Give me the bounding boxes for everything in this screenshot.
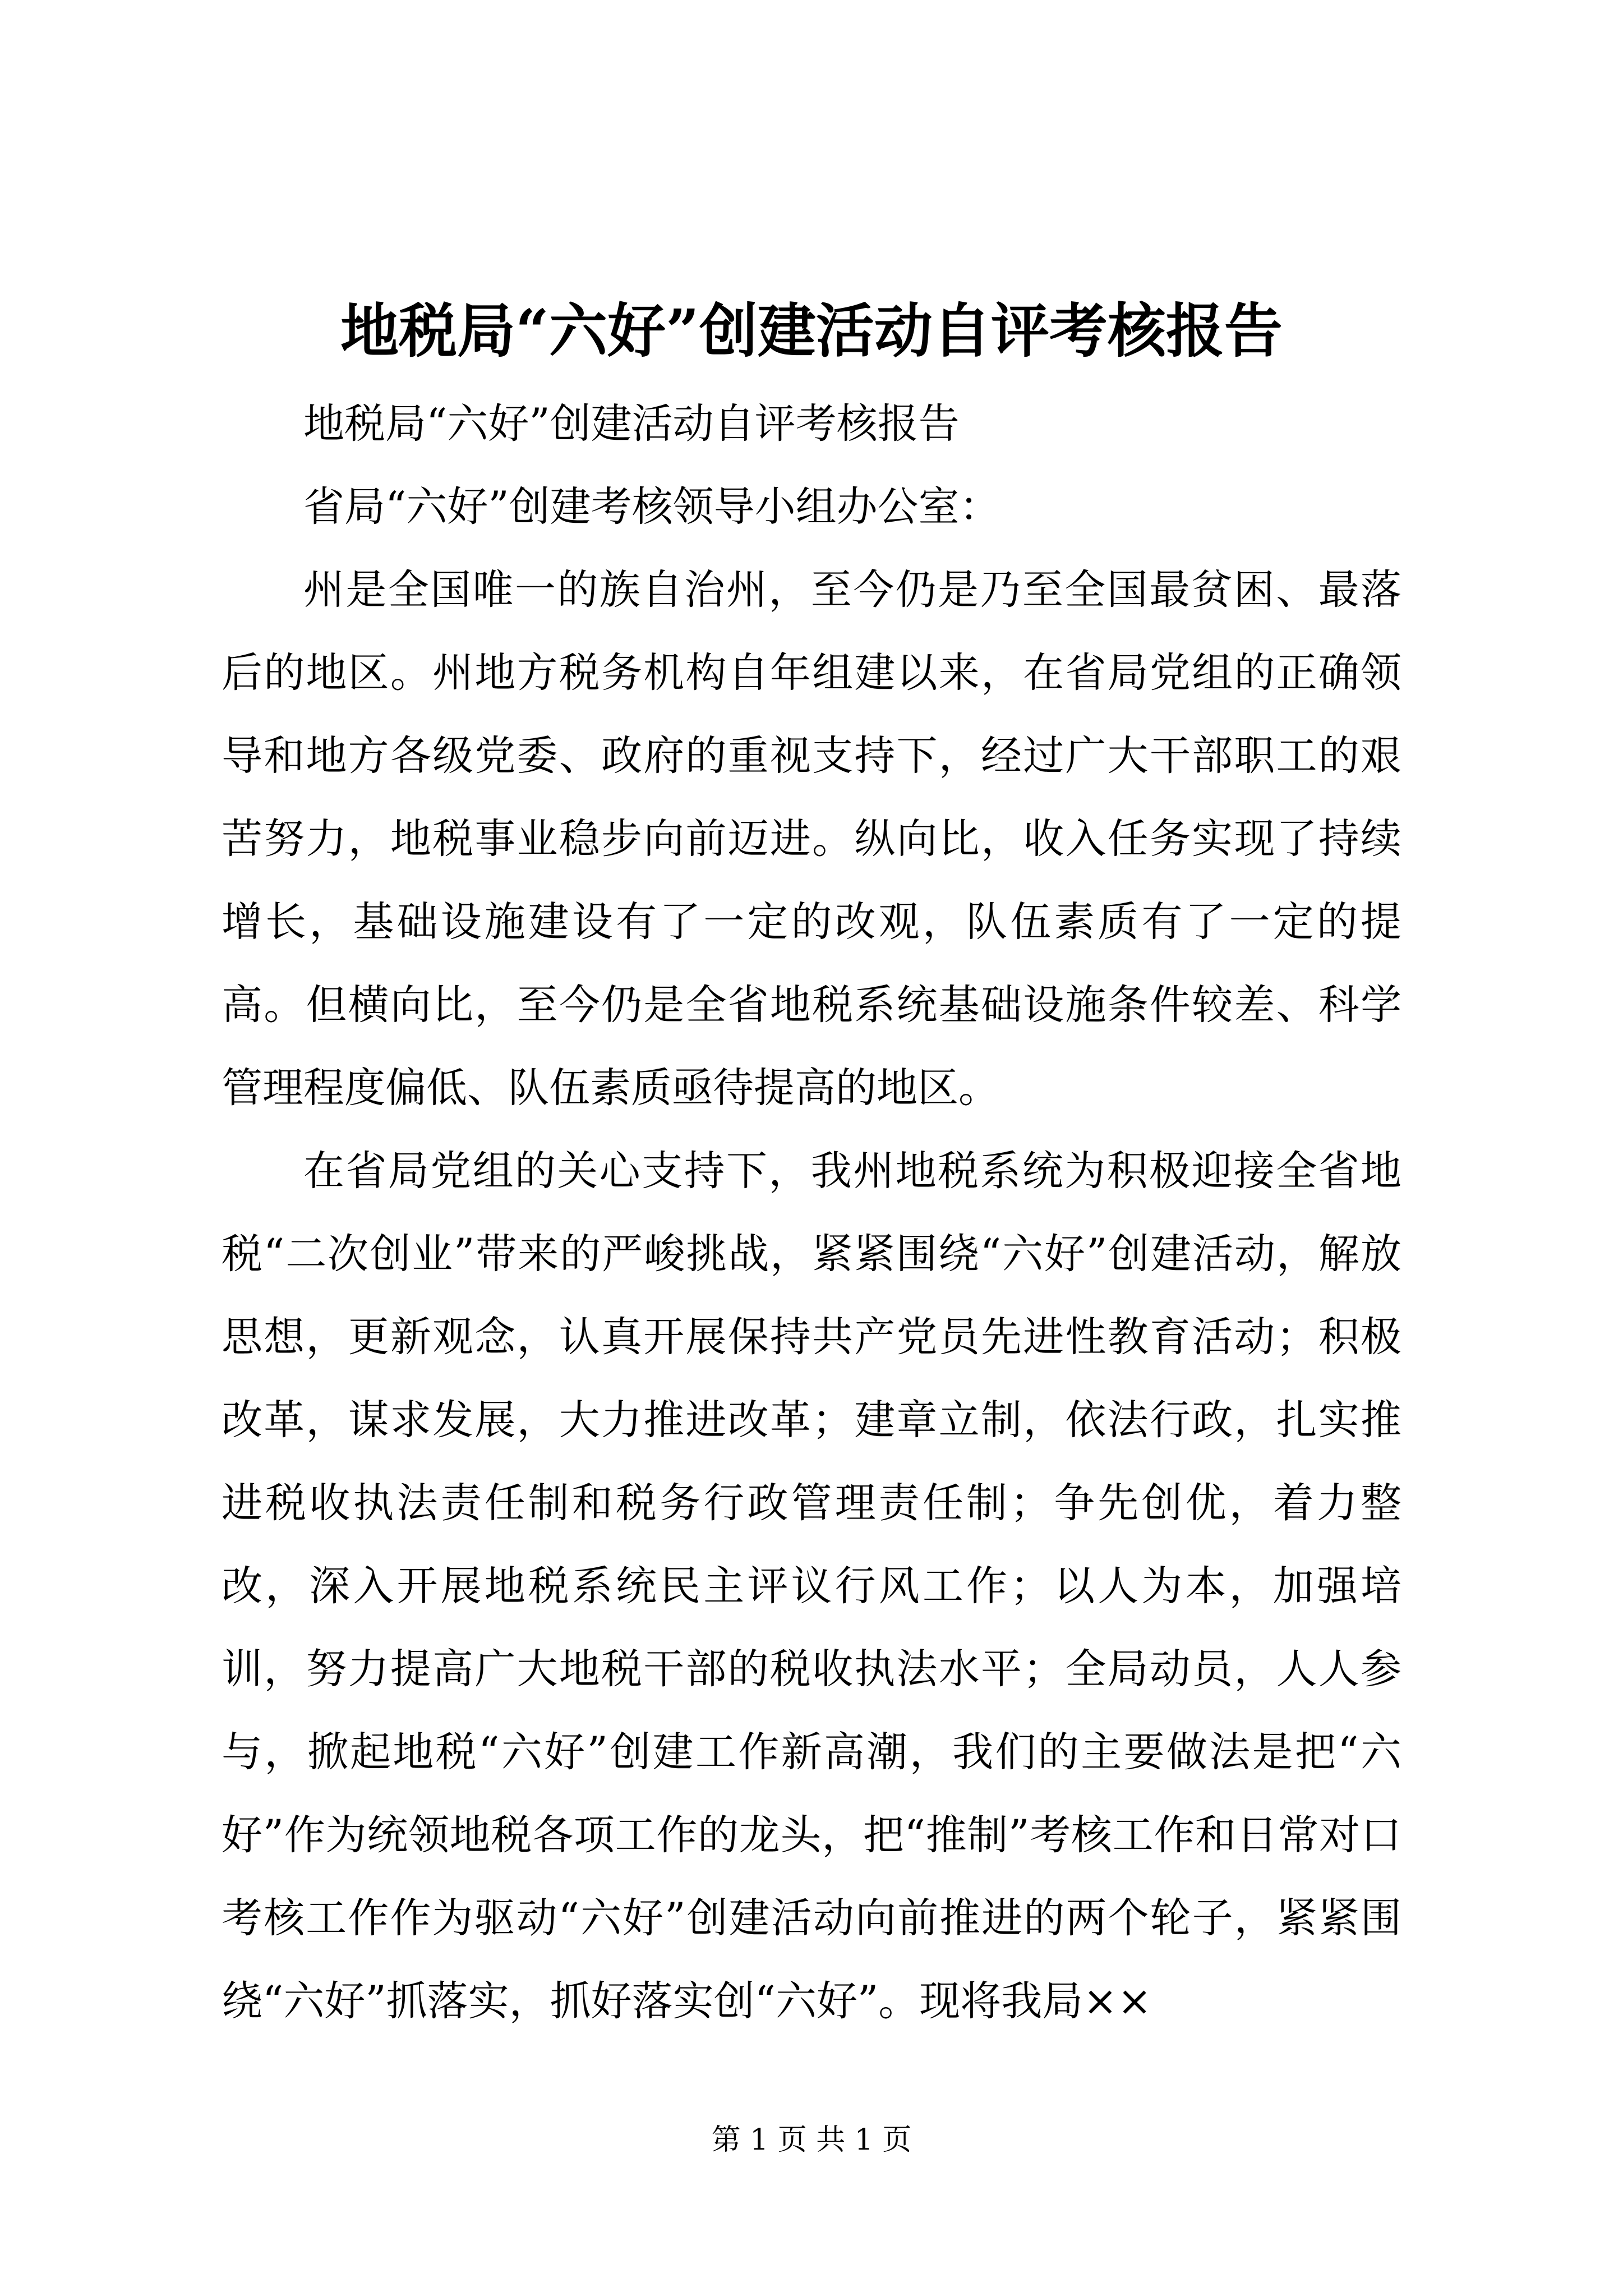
paragraph-subtitle: 地税局“六好”创建活动自评考核报告	[303, 400, 960, 448]
paragraph-background: 州是全国唯一的族自治州，至今仍是乃至全国最贫困、最落后的地区。州地方税务机构自年组建以来，在省局党组的正确领导和地方各级党委、政府的重视支持下，经过广大干部职工的艰苦努力，地税事业稳步向前迈进。纵向比，收入任务实现了持续增长，基础设施建设有了一定的改观，队伍素质有了一定的提高。但横向比，至今仍是全省地税系统基础设施条件较差、科学管理程度偏低、队伍素质亟待提高的地区。	[222, 566, 1401, 1112]
paragraph-measures: 在省局党组的关心支持下，我州地税系统为积极迎接全省地税“二次创业”带来的严峻挑战，紧紧围绕“六好”创建活动，解放思想，更新观念，认真开展保持共产党员先进性教育活动；积极改革，谋求发展，大力推进改革；建章立制，依法行政，扎实推进税收执法责任制和税务行政管理责任制；争先创优，着力整改，深入开展地税系统民主评议行风工作；以人为本，加强培训，努力提高广大地税干部的税收执法水平；全局动员，人人参与，掀起地税“六好”创建工作新高潮，我们的主要做法是把“六好”作为统领地税各项工作的龙头，把“推制”考核工作和日常对口考核工作作为驱动“六好”创建活动向前推进的两个轮子，紧紧围绕“六好”抓落实，抓好落实创“六好”。现将我局××	[222, 1147, 1401, 2025]
document-body	[222, 383, 1401, 2043]
document-title: 地税局“六好”创建活动自评考核报告	[340, 296, 1283, 365]
page-footer: 第 1 页 共 1 页	[711, 2123, 912, 2157]
paragraph-addressee: 省局“六好”创建考核领导小组办公室：	[303, 483, 1000, 531]
